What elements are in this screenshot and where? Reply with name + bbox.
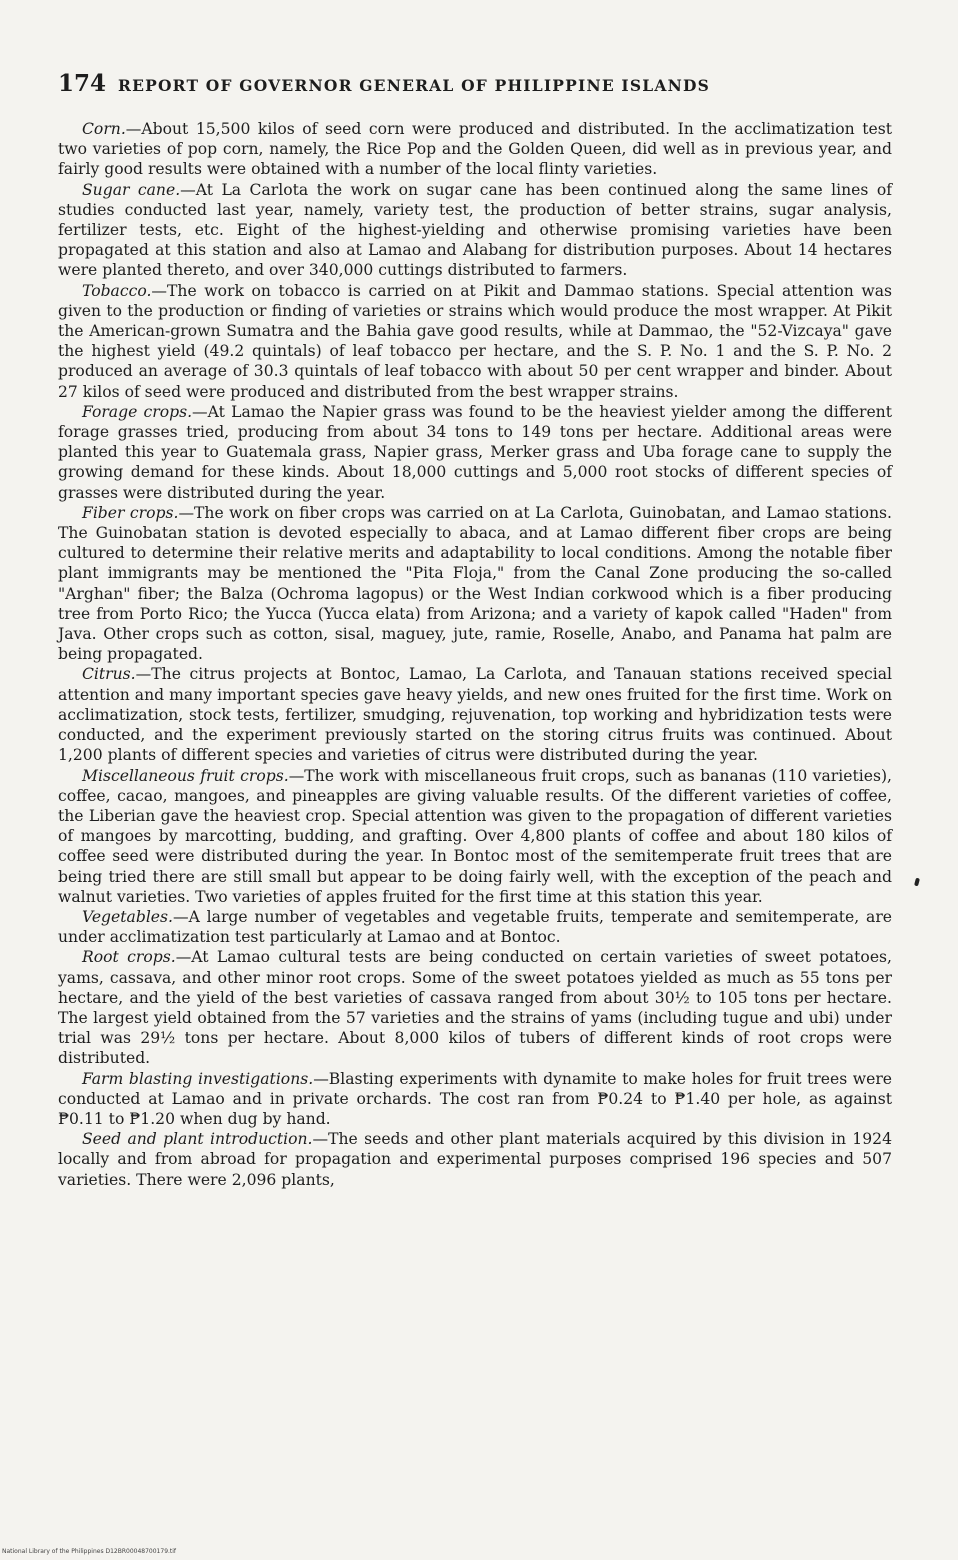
paragraph-root-crops — [58, 947, 892, 1068]
paragraph-seed-plant-introduction — [58, 1129, 892, 1190]
paragraph-lead: Farm blasting investigations. — [82, 1069, 314, 1088]
paragraph-lead: Corn. — [82, 120, 126, 138]
paragraph-sugar-cane — [58, 180, 892, 281]
paragraph-vegetables — [58, 907, 892, 947]
paragraph-text: —The seeds and other plant materials acquired by this division in 1924 locally and from abroad for propagation and experimental purposes comprised 196 species and 507 varieties. There were 2,096 plants, — [58, 1130, 892, 1189]
paragraph-lead: Seed and plant introduction. — [82, 1130, 313, 1149]
ink-speck — [914, 878, 920, 887]
paragraph-text: —At Lamao cultural tests are being conducted on certain varieties of sweet potatoes, yams, cassava, and other minor root crops. Some of the sweet potatoes yielded as much as 55 tons per hectare, and the yield of the best varieties of cassava ranged from about 30½ to 105 tons per hectare. The largest yield obtained from the 57 varieties and the strains of yams (including tugue and ubi) under trial was 29½ tons per hectare. About 8,000 kilos of tubers of different kinds of root crops were distributed. — [58, 948, 893, 1068]
paragraph-text: —The work on tobacco is carried on at Pikit and Dammao stations. Special attention was given to the production or finding of varieties or strains which would produce the most wrapper. At Pikit the American-grown Sumatra and the Bahia gave good results, while at Dammao, the "52-Vizcaya" gave the highest yield (49.2 quintals) of leaf tobacco per hectare, and the S. P. No. 1 and the S. P. No. 2 produced an average of 30.3 quintals of leaf tobacco with about 50 per cent wrapper and binder. About 27 kilos of seed were produced and distributed from the best wrapper strains. — [58, 281, 892, 401]
page-number: 174 — [58, 70, 107, 97]
paragraph-tobacco — [58, 281, 892, 402]
paragraph-citrus — [58, 664, 892, 765]
paragraph-lead: Root crops. — [82, 948, 176, 967]
paragraph-forage-crops — [58, 402, 892, 503]
paragraph-lead: Citrus. — [82, 665, 136, 684]
paragraph-text: —About 15,500 kilos of seed corn were produced and distributed. In the acclimatization test two varieties of pop corn, namely, the Rice Pop and the Golden Queen, did well as in previous year, and fairly good results were obtained with a number of the local flinty varieties. — [58, 120, 892, 179]
paragraph-lead: Sugar cane. — [82, 180, 181, 199]
paragraph-text: —At La Carlota the work on sugar cane has been continued along the same lines of studies conducted last year, namely, variety test, the production of better strains, sugar analysis, fertilizer tests, etc. Eight of the highest-yielding and otherwise promising varieties have been propagated at this station and also at Lamao and Alabang for distribution purposes. About 14 hectares were planted thereto, and over 340,000 cuttings distributed to farmers. — [58, 180, 892, 280]
paragraph-lead: Forage crops. — [82, 402, 193, 421]
paragraph-lead: Vegetables. — [82, 907, 173, 926]
paragraph-lead: Fiber crops. — [82, 503, 179, 522]
scan-footer: National Library of the Philippines D12BR00048700179.tif — [2, 1548, 177, 1555]
paragraph-text: —The citrus projects at Bontoc, Lamao, La Carlota, and Tanauan stations received special attention and many important species gave heavy yields, and new ones fruited for the first time. Work on acclimatization, stock tests, fertilizer, smudging, rejuvenation, top working and hybridization tests were conducted, and the experiment previously started on the storing citrus fruits was continued. About 1,200 plants of different species and varieties of citrus were distributed during the year. — [58, 665, 892, 765]
paragraph-text: —The work with miscellaneous fruit crops, such as bananas (110 varieties), coffee, cacao, mangoes, and pineapples are giving valuable results. Of the different varieties of coffee, the Liberian gave the heaviest crop. Special attention was given to the propagation of different varieties of mangoes by marcotting, budding, and grafting. Over 4,800 plants of coffee and about 180 kilos of coffee seed were distributed during the year. In Bontoc most of the semitemperate fruit trees that are being tried there are still small but appear to be doing fairly well, with the exception of the peach and walnut varieties. Two varieties of apples fruited for the first time at this station this year. — [58, 766, 892, 906]
paragraph-text: —Blasting experiments with dynamite to make holes for fruit trees were conducted at Lamao and in private orchards. The cost ran from ₱0.24 to ₱1.40 per hole, as against ₱0.11 to ₱1.20 when dug by hand. — [58, 1069, 892, 1128]
page-body — [58, 70, 892, 1190]
paragraph-text: —At Lamao the Napier grass was found to be the heaviest yielder among the different forage grasses tried, producing from about 34 tons to 149 tons per hectare. Additional areas were planted this year to Guatemala grass, Napier grass, Merker grass and Uba forage cane to supply the growing demand for these kinds. About 18,000 cuttings and 5,000 root stocks of different species of grasses were distributed during the year. — [58, 402, 892, 502]
paragraph-lead: Tobacco. — [82, 281, 152, 300]
running-head: REPORT OF GOVERNOR GENERAL OF PHILIPPINE ISLANDS — [118, 76, 710, 95]
paragraph-lead: Miscellaneous fruit crops. — [82, 766, 289, 785]
paragraph-text: —A large number of vegetables and vegetable fruits, temperate and semitemperate, are under acclimatization test particularly at Lamao and at Bontoc. — [58, 907, 892, 947]
page-header — [58, 70, 892, 97]
paragraph-misc-fruit-crops — [58, 766, 892, 907]
paragraph-text: —The work on fiber crops was carried on at La Carlota, Guinobatan, and Lamao stations. The Guinobatan station is devoted especially to abaca, and at Lamao different fiber crops are being cultured to determine their relative merits and adaptability to local conditions. Among the notable fiber plant immigrants may be mentioned the "Pita Floja," from the Canal Zone producing the so-called "Arghan" fiber; the Balza (Ochroma lagopus) or the West Indian corkwood which is a fiber producing tree from Porto Rico; the Yucca (Yucca elata) from Arizona; and a variety of kapok called "Haden" from Java. Other crops such as cotton, sisal, maguey, jute, ramie, Roselle, Anabo, and Panama hat palm are being propagated. — [58, 503, 892, 664]
paragraph-fiber-crops — [58, 503, 892, 665]
paragraph-farm-blasting — [58, 1069, 892, 1130]
paragraph-corn — [58, 119, 892, 180]
